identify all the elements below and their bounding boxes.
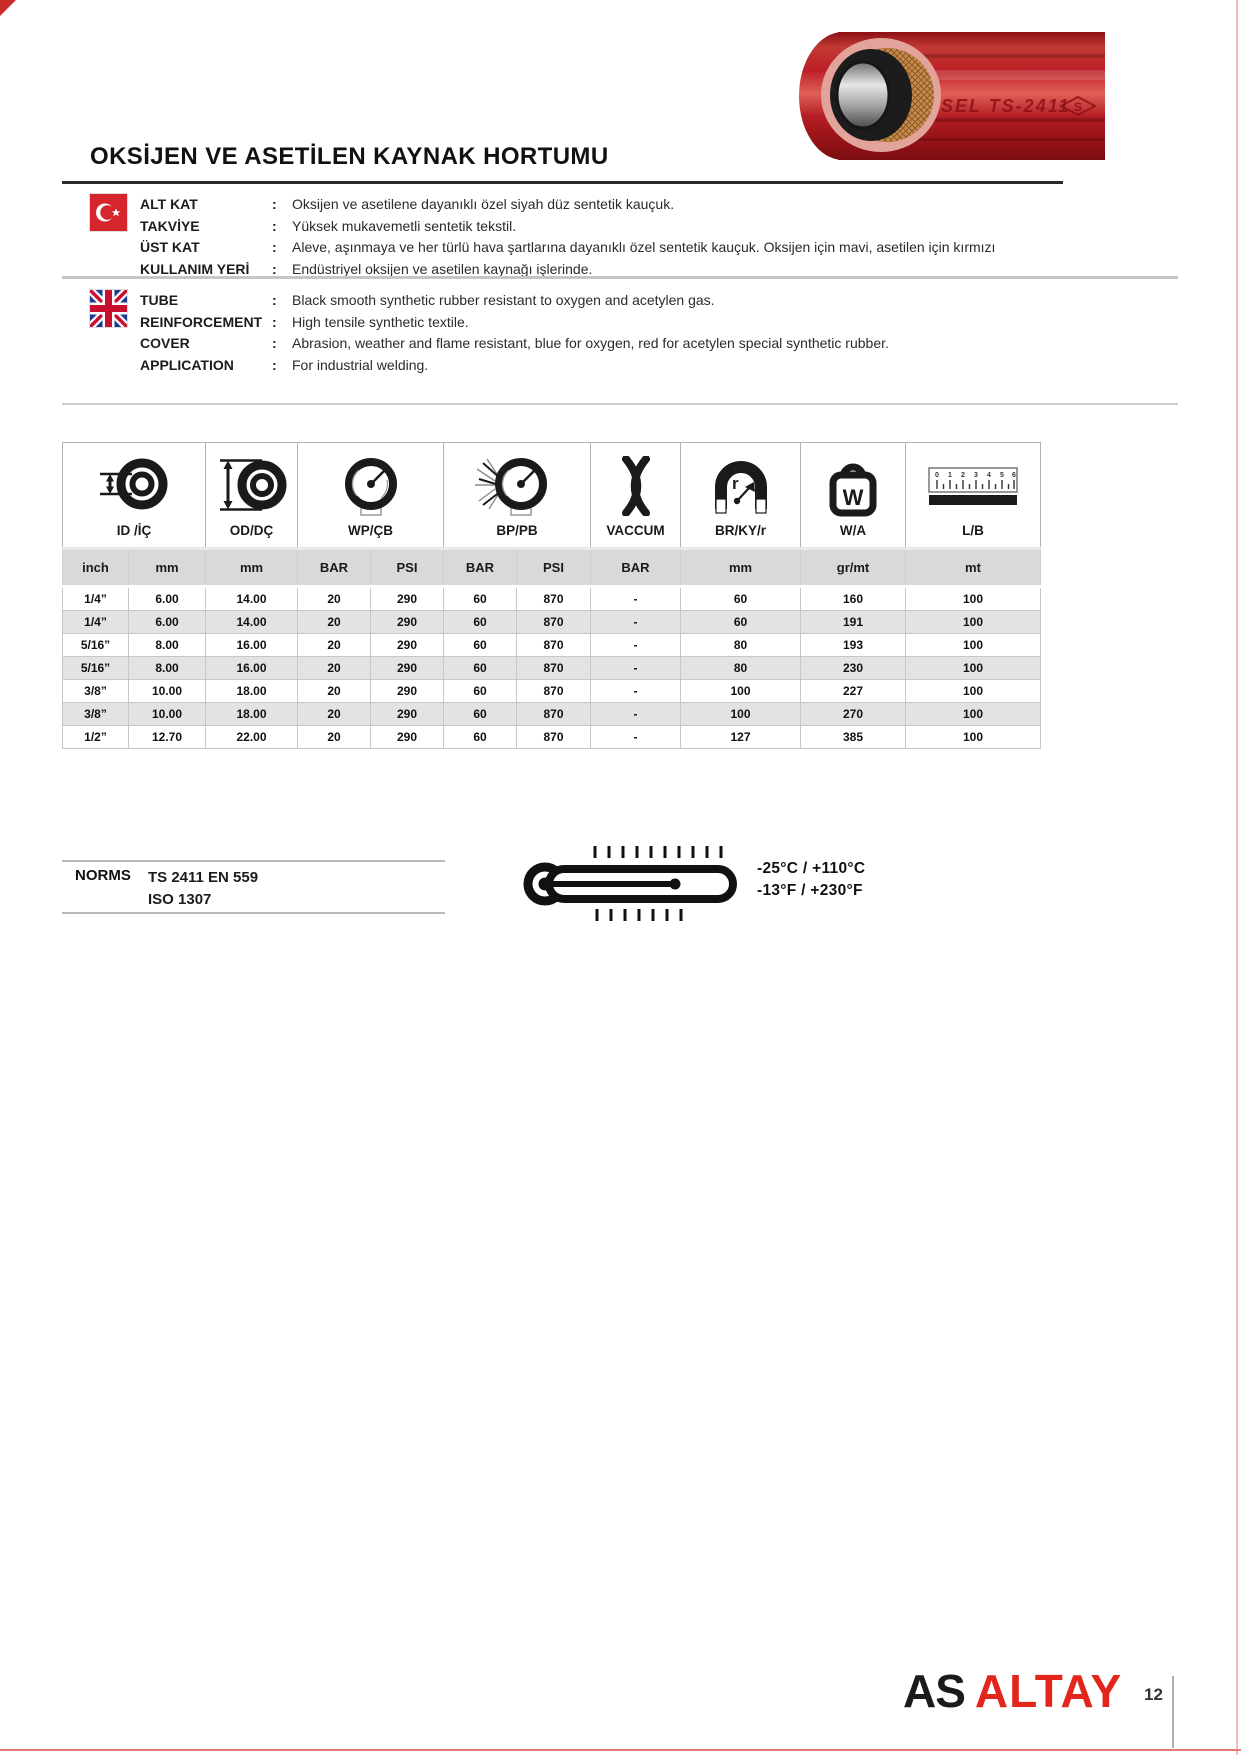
table-cell: 60 [444, 726, 517, 749]
table-cell: 18.00 [206, 680, 298, 703]
page-corner-mark [0, 0, 16, 16]
section-divider-2 [62, 403, 1178, 405]
turkey-flag-icon [90, 194, 127, 231]
temperature-celsius: -25°C / +110°C [757, 860, 866, 877]
table-cell: 20 [298, 611, 371, 634]
table-cell: 100 [681, 680, 801, 703]
column-group-label: BP/PB [496, 522, 538, 538]
table-cell: 60 [681, 611, 801, 634]
table-cell: 870 [517, 587, 591, 611]
spec-label: KULLANIM YERİ [140, 260, 250, 277]
table-cell: 100 [906, 680, 1041, 703]
table-cell: 60 [444, 611, 517, 634]
unit-cell: mm [206, 549, 298, 587]
table-cell: 100 [906, 657, 1041, 680]
spec-label: TAKVİYE [140, 217, 200, 234]
bend-radius-icon [681, 449, 800, 523]
table-cell: 14.00 [206, 611, 298, 634]
spec-value: High tensile synthetic textile. [292, 313, 469, 330]
page-number: 12 [1144, 1685, 1163, 1704]
table-cell: 290 [371, 611, 444, 634]
spec-table-wrap [62, 442, 1041, 749]
table-cell: 12.70 [129, 726, 206, 749]
table-cell: 10.00 [129, 680, 206, 703]
spec-label: APPLICATION [140, 356, 234, 373]
table-cell: 1/4” [63, 587, 129, 611]
table-cell: 60 [444, 587, 517, 611]
table-cell: 870 [517, 634, 591, 657]
spec-value: Yüksek mukavemetli sentetik tekstil. [292, 217, 517, 234]
svg-text:5: 5 [1000, 471, 1004, 479]
table-cell: - [591, 726, 681, 749]
unit-cell: mm [681, 549, 801, 587]
spec-value: Endüstriyel oksijen ve asetilen kaynağı işlerinde. [292, 260, 593, 277]
column-group-label: W/A [839, 522, 867, 538]
table-cell: - [591, 634, 681, 657]
english-spec-section [90, 290, 1241, 376]
unit-cell: mm [129, 549, 206, 587]
table-cell: 5/16” [63, 634, 129, 657]
turkish-spec-section [90, 194, 1241, 280]
temperature-fahrenheit: -13°F / +230°F [757, 882, 863, 899]
table-icon-header-row [63, 443, 1041, 549]
page-title: OKSİJEN VE ASETİLEN KAYNAK HORTUMU [90, 143, 609, 170]
spec-colon: : [272, 217, 277, 234]
working-pressure-gauge-icon [298, 449, 443, 523]
uk-flag-icon [90, 290, 127, 327]
table-row [63, 680, 1041, 703]
spec-row [140, 290, 1241, 312]
table-cell: 8.00 [129, 657, 206, 680]
svg-text:3: 3 [974, 471, 978, 479]
table-cell: 193 [801, 634, 906, 657]
table-cell: 870 [517, 611, 591, 634]
table-cell: 1/4” [63, 611, 129, 634]
table-cell: 100 [906, 703, 1041, 726]
table-cell: 870 [517, 680, 591, 703]
svg-text:1: 1 [948, 471, 952, 479]
table-cell: 290 [371, 703, 444, 726]
spec-label: ALT KAT [140, 196, 198, 212]
table-cell: 16.00 [206, 657, 298, 680]
spec-rows-en [140, 290, 1241, 376]
table-cell: 60 [444, 657, 517, 680]
temperature-range-icon [515, 843, 755, 925]
length-ruler-icon [906, 449, 1040, 523]
spec-colon: : [272, 239, 277, 255]
table-cell: 100 [906, 587, 1041, 611]
table-cell: 60 [444, 680, 517, 703]
table-cell: 20 [298, 726, 371, 749]
table-row [63, 657, 1041, 680]
hose-cross-section-image [783, 26, 1105, 166]
unit-cell: mt [906, 549, 1041, 587]
table-cell: 290 [371, 634, 444, 657]
table-cell: 290 [371, 726, 444, 749]
svg-text:0: 0 [935, 471, 939, 479]
table-cell: 18.00 [206, 703, 298, 726]
hose-badge-text: S [1074, 100, 1083, 114]
table-cell: 870 [517, 657, 591, 680]
spec-row [140, 237, 1241, 259]
table-cell: 20 [298, 680, 371, 703]
table-cell: 100 [906, 634, 1041, 657]
table-cell: 6.00 [129, 611, 206, 634]
spec-label: TUBE [140, 292, 179, 308]
table-row [63, 611, 1041, 634]
logo-altay-text: ALTAY [974, 1665, 1123, 1717]
table-cell: - [591, 703, 681, 726]
unit-cell: PSI [517, 549, 591, 587]
spec-table [62, 442, 1041, 749]
vacuum-icon [591, 449, 680, 523]
table-cell: 20 [298, 634, 371, 657]
spec-rows-tr [140, 194, 1241, 280]
table-cell: 60 [444, 703, 517, 726]
spec-value: Aleve, aşınmaya ve her türlü hava şartlarına dayanıklı özel sentetik kauçuk. Oksijen için mavi, asetilen için kırmızı [292, 239, 996, 255]
spec-label: REINFORCEMENT [140, 313, 263, 330]
spec-label: COVER [140, 335, 190, 351]
inner-diameter-icon [63, 449, 205, 523]
table-cell: 100 [681, 703, 801, 726]
table-cell: - [591, 680, 681, 703]
svg-text:W: W [842, 484, 864, 510]
table-cell: 60 [681, 587, 801, 611]
units-row [63, 549, 1041, 587]
table-cell: 20 [298, 587, 371, 611]
spec-row [140, 333, 1241, 355]
table-cell: 290 [371, 657, 444, 680]
table-cell: - [591, 657, 681, 680]
footer-divider-line [1172, 1676, 1174, 1748]
column-group-label: OD/DÇ [229, 522, 274, 538]
spec-row [140, 355, 1241, 377]
logo-as-text: AS [903, 1665, 965, 1717]
product-photo [783, 26, 1105, 166]
spec-value: Black smooth synthetic rubber resistant to oxygen and acetylen gas. [292, 292, 715, 308]
column-group-label: VACCUM [606, 522, 665, 538]
page-bottom-border [0, 1749, 1241, 1751]
svg-text:r: r [731, 473, 739, 493]
unit-cell: PSI [371, 549, 444, 587]
norms-lines [148, 867, 258, 911]
spec-row [140, 216, 1241, 238]
table-cell: 227 [801, 680, 906, 703]
svg-text:4: 4 [987, 471, 991, 479]
table-cell: 60 [444, 634, 517, 657]
table-cell: 1/2” [63, 726, 129, 749]
table-cell: 290 [371, 680, 444, 703]
spec-colon: : [272, 335, 277, 351]
table-cell: 3/8” [63, 680, 129, 703]
table-cell: 16.00 [206, 634, 298, 657]
spec-value: Abrasion, weather and flame resistant, blue for oxygen, red for acetylen special synthetic rubber. [292, 335, 889, 351]
temperature-range-text [757, 858, 865, 902]
table-body [63, 549, 1041, 749]
norms-label: NORMS [75, 867, 131, 884]
table-cell: 8.00 [129, 634, 206, 657]
spec-label: ÜST KAT [140, 239, 200, 255]
outer-diameter-icon [206, 449, 297, 523]
unit-cell: gr/mt [801, 549, 906, 587]
table-cell: 20 [298, 703, 371, 726]
table-cell: 290 [371, 587, 444, 611]
table-cell: 160 [801, 587, 906, 611]
spec-colon: : [272, 196, 277, 212]
table-cell: 870 [517, 726, 591, 749]
svg-text:2: 2 [961, 471, 965, 479]
spec-colon: : [272, 260, 277, 277]
table-cell: - [591, 611, 681, 634]
table-cell: 191 [801, 611, 906, 634]
spec-value: Oksijen ve asetilene dayanıklı özel siyah düz sentetik kauçuk. [292, 196, 675, 212]
spec-colon: : [272, 313, 277, 330]
norms-bottom-rule [62, 912, 445, 914]
table-cell: 80 [681, 657, 801, 680]
table-cell: 100 [906, 611, 1041, 634]
table-cell: 230 [801, 657, 906, 680]
table-row [63, 703, 1041, 726]
burst-pressure-gauge-icon [444, 449, 590, 523]
table-cell: 10.00 [129, 703, 206, 726]
table-row [63, 634, 1041, 657]
section-divider [62, 276, 1178, 279]
title-underline [62, 181, 1063, 184]
table-cell: 270 [801, 703, 906, 726]
unit-cell: inch [63, 549, 129, 587]
svg-text:6: 6 [1012, 471, 1016, 479]
norms-top-rule [62, 860, 445, 862]
column-group-label: WP/ÇB [348, 522, 393, 538]
table-cell: 870 [517, 703, 591, 726]
spec-value: For industrial welding. [292, 356, 429, 373]
table-cell: 20 [298, 657, 371, 680]
table-cell: 5/16” [63, 657, 129, 680]
spec-colon: : [272, 292, 277, 308]
table-cell: 100 [906, 726, 1041, 749]
column-group-label: ID /İÇ [116, 522, 152, 538]
table-cell: 14.00 [206, 587, 298, 611]
table-row [63, 726, 1041, 749]
table-cell: 6.00 [129, 587, 206, 611]
unit-cell: BAR [298, 549, 371, 587]
unit-cell: BAR [591, 549, 681, 587]
norms-line: ISO 1307 [148, 891, 212, 908]
column-group-label: L/B [962, 522, 984, 538]
table-cell: 80 [681, 634, 801, 657]
unit-cell: BAR [444, 549, 517, 587]
table-cell: - [591, 587, 681, 611]
table-cell: 127 [681, 726, 801, 749]
company-logo [903, 1664, 1122, 1718]
spec-row [140, 194, 1241, 216]
table-cell: 22.00 [206, 726, 298, 749]
table-row [63, 587, 1041, 611]
norms-line: TS 2411 EN 559 [148, 869, 259, 886]
column-group-label: BR/KY/r [714, 522, 766, 538]
hose-embossed-text: SEL TS-2411 [941, 96, 1071, 116]
spec-row [140, 312, 1241, 334]
table-cell: 3/8” [63, 703, 129, 726]
spec-colon: : [272, 356, 277, 373]
weight-icon [801, 449, 905, 523]
table-cell: 385 [801, 726, 906, 749]
